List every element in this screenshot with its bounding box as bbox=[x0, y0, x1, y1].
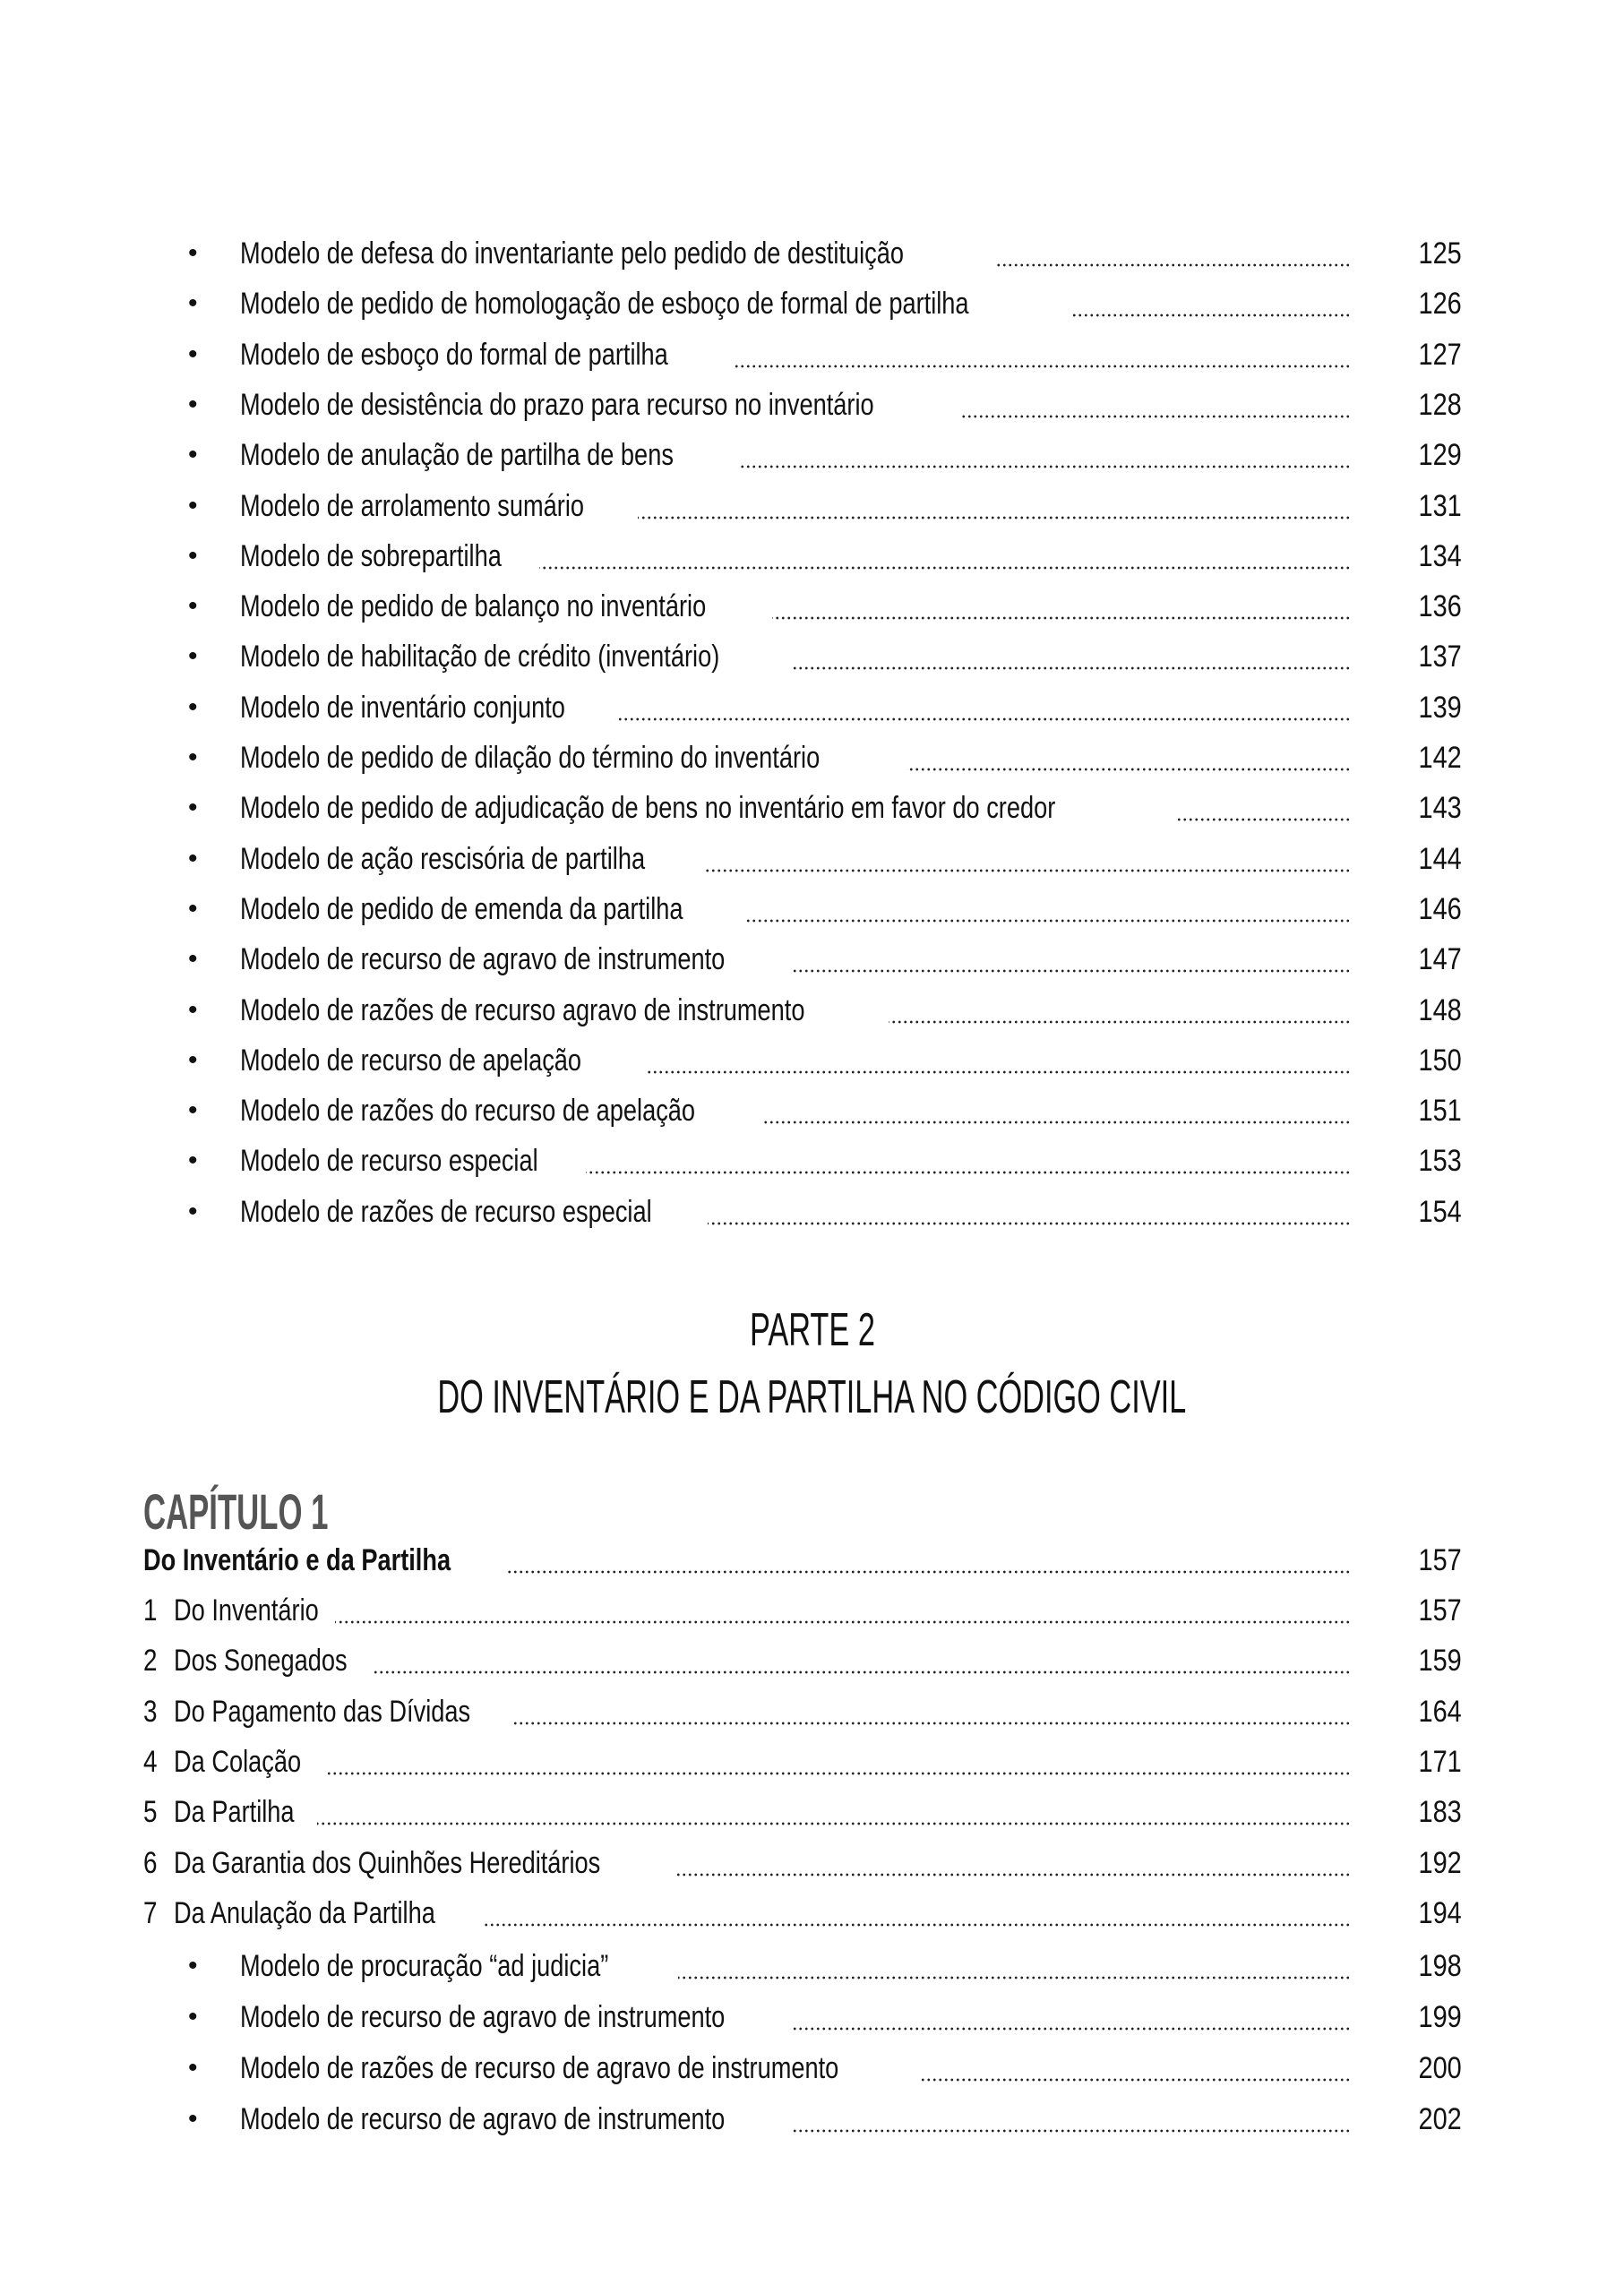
leader-dots bbox=[514, 1687, 1351, 1737]
leader-dots bbox=[335, 1585, 1351, 1636]
toc-entry[interactable] bbox=[0, 733, 1624, 783]
chapter-label: CAPÍTULO 1 bbox=[143, 1483, 329, 1540]
page-number: 144 bbox=[1418, 841, 1462, 876]
page-number: 192 bbox=[1418, 1845, 1462, 1880]
page-number: 171 bbox=[1418, 1744, 1462, 1779]
section-number: 3 bbox=[143, 1694, 158, 1729]
entry-title: Da Anulação da Partilha bbox=[174, 1895, 435, 1930]
part-title-text: DO INVENTÁRIO E DA PARTILHA NO CÓDIGO CIVIL bbox=[437, 1371, 1187, 1423]
leader-dots bbox=[738, 430, 1351, 480]
leader-dots bbox=[790, 2094, 1351, 2144]
entry-title: Modelo de pedido de emenda da partilha bbox=[240, 891, 683, 926]
page-number: 142 bbox=[1418, 741, 1462, 775]
leader-dots bbox=[772, 581, 1351, 631]
toc-section-entry[interactable] bbox=[0, 1636, 1624, 1686]
toc-entry[interactable] bbox=[0, 1086, 1624, 1136]
page-number: 183 bbox=[1418, 1795, 1462, 1830]
bullet-icon: • bbox=[188, 288, 198, 319]
leader-dots bbox=[638, 481, 1351, 531]
leader-dots bbox=[960, 380, 1351, 430]
section-number: 1 bbox=[143, 1593, 158, 1627]
toc-entry[interactable] bbox=[0, 279, 1624, 329]
bullet-icon: • bbox=[188, 743, 198, 772]
entry-title: Modelo de pedido de dilação do término do inventário bbox=[240, 741, 821, 775]
page-number: 136 bbox=[1418, 589, 1462, 624]
toc-entry[interactable] bbox=[0, 834, 1624, 884]
leader-dots bbox=[745, 884, 1351, 934]
leader-dots bbox=[483, 1888, 1351, 1938]
entry-title: Modelo de defesa do inventariante pelo pedido de destituição bbox=[240, 236, 904, 271]
leader-dots bbox=[920, 2043, 1351, 2093]
bullet-icon: • bbox=[188, 893, 198, 923]
entry-title: Do Inventário bbox=[174, 1593, 319, 1627]
entry-title: Da Garantia dos Quinhões Hereditários bbox=[174, 1845, 601, 1880]
leader-dots bbox=[505, 1535, 1351, 1585]
page-number: 127 bbox=[1418, 337, 1462, 372]
entry-title: Do Inventário e da Partilha bbox=[143, 1543, 451, 1577]
entry-title: Modelo de arrolamento sumário bbox=[240, 488, 585, 523]
page-number: 202 bbox=[1418, 2102, 1462, 2136]
toc-entry[interactable] bbox=[0, 631, 1624, 682]
leader-dots bbox=[1175, 783, 1351, 833]
entry-title: Da Colação bbox=[174, 1744, 302, 1779]
entry-title: Modelo de recurso de agravo de instrumento bbox=[240, 2102, 726, 2136]
entry-title: Modelo de razões de recurso de agravo de instrumento bbox=[240, 2051, 839, 2085]
toc-entry[interactable] bbox=[0, 2043, 1624, 2093]
section-number: 6 bbox=[143, 1845, 158, 1880]
entry-title: Modelo de recurso especial bbox=[240, 1144, 538, 1179]
entry-title: Modelo de recurso de apelação bbox=[240, 1043, 582, 1078]
entry-title: Modelo de pedido de adjudicação de bens no inventário em favor do credor bbox=[240, 791, 1056, 826]
leader-dots bbox=[907, 733, 1351, 783]
bullet-icon: • bbox=[188, 1044, 198, 1075]
entry-title: Modelo de recurso de agravo de instrumento bbox=[240, 942, 726, 977]
page-number: 164 bbox=[1418, 1694, 1462, 1729]
entry-title: Modelo de pedido de balanço no inventário bbox=[240, 589, 707, 624]
bullet-icon: • bbox=[188, 2002, 198, 2031]
toc-entry[interactable] bbox=[0, 1136, 1624, 1186]
bullet-icon: • bbox=[188, 1095, 198, 1126]
page-number: 200 bbox=[1418, 2051, 1462, 2085]
bullet-icon: • bbox=[188, 691, 198, 722]
toc-entry[interactable] bbox=[0, 581, 1624, 631]
part-label-text: PARTE 2 bbox=[749, 1304, 875, 1356]
toc-entry[interactable] bbox=[0, 2094, 1624, 2144]
chapter-heading-entry[interactable] bbox=[0, 1535, 1624, 1585]
page-number: 129 bbox=[1418, 438, 1462, 473]
bullet-icon: • bbox=[188, 1146, 198, 1176]
leader-dots bbox=[761, 1086, 1351, 1136]
part-title bbox=[0, 1370, 1624, 1424]
page-number: 150 bbox=[1418, 1043, 1462, 1078]
entry-title: Modelo de sobrepartilha bbox=[240, 538, 502, 573]
section-number: 4 bbox=[143, 1744, 158, 1779]
toc-entry[interactable] bbox=[0, 531, 1624, 581]
bullet-icon: • bbox=[188, 591, 198, 622]
bullet-icon: • bbox=[188, 641, 198, 672]
toc-entry[interactable] bbox=[0, 985, 1624, 1035]
bullet-icon: • bbox=[188, 944, 198, 975]
toc-entry[interactable] bbox=[0, 783, 1624, 833]
toc-section-entry[interactable] bbox=[0, 1787, 1624, 1837]
leader-dots bbox=[996, 228, 1351, 279]
leader-dots bbox=[792, 934, 1351, 984]
toc-entry[interactable] bbox=[0, 1035, 1624, 1086]
page-number: 157 bbox=[1418, 1543, 1462, 1577]
toc-section-entry[interactable] bbox=[0, 1585, 1624, 1636]
toc-section-entry[interactable] bbox=[0, 1687, 1624, 1737]
page-number: 157 bbox=[1418, 1593, 1462, 1627]
toc-entry[interactable] bbox=[0, 380, 1624, 430]
entry-title: Da Partilha bbox=[174, 1795, 295, 1830]
entry-title: Modelo de pedido de homologação de esboço de formal de partilha bbox=[240, 287, 969, 322]
leader-dots bbox=[678, 1941, 1351, 1991]
bullet-icon: • bbox=[188, 2053, 198, 2083]
page-number: 137 bbox=[1418, 640, 1462, 674]
bullet-icon: • bbox=[188, 1951, 198, 1980]
bullet-icon: • bbox=[188, 1196, 198, 1226]
page-number: 128 bbox=[1418, 387, 1462, 422]
page-number: 143 bbox=[1418, 791, 1462, 826]
entry-title: Modelo de habilitação de crédito (inventário) bbox=[240, 640, 720, 674]
page-number: 146 bbox=[1418, 891, 1462, 926]
page-number: 148 bbox=[1418, 992, 1462, 1027]
entry-title: Modelo de desistência do prazo para recurso no inventário bbox=[240, 387, 874, 422]
entry-title: Modelo de procuração “ad judicia” bbox=[240, 1949, 609, 1983]
leader-dots bbox=[586, 1136, 1351, 1186]
leader-dots bbox=[705, 834, 1351, 884]
bullet-icon: • bbox=[188, 994, 198, 1025]
section-number: 5 bbox=[143, 1795, 158, 1830]
leader-dots bbox=[1071, 279, 1351, 329]
page-number: 194 bbox=[1418, 1895, 1462, 1930]
bullet-icon: • bbox=[188, 238, 198, 268]
leader-dots bbox=[708, 1187, 1351, 1237]
entry-title: Modelo de ação rescisória de partilha bbox=[240, 841, 646, 876]
bullet-icon: • bbox=[188, 440, 198, 470]
bullet-icon: • bbox=[188, 843, 198, 873]
leader-dots bbox=[647, 1035, 1351, 1086]
leader-dots bbox=[615, 683, 1351, 733]
entry-title: Modelo de anulação de partilha de bens bbox=[240, 438, 674, 473]
leader-dots bbox=[675, 1838, 1351, 1888]
page-number: 159 bbox=[1418, 1644, 1462, 1679]
entry-title: Modelo de razões do recurso de apelação bbox=[240, 1094, 696, 1129]
page-number: 153 bbox=[1418, 1144, 1462, 1179]
toc-entry[interactable] bbox=[0, 1187, 1624, 1237]
page-number: 147 bbox=[1418, 942, 1462, 977]
leader-dots bbox=[889, 985, 1351, 1035]
bullet-icon: • bbox=[188, 339, 198, 369]
toc-section-entry[interactable] bbox=[0, 1838, 1624, 1888]
leader-dots bbox=[735, 330, 1351, 380]
entry-title: Modelo de inventário conjunto bbox=[240, 690, 565, 725]
toc-entry[interactable] bbox=[0, 481, 1624, 531]
bullet-icon: • bbox=[188, 490, 198, 520]
entry-title: Modelo de recurso de agravo de instrumento bbox=[240, 2000, 726, 2034]
toc-entry[interactable] bbox=[0, 1992, 1624, 2042]
leader-dots bbox=[539, 531, 1351, 581]
page-number: 154 bbox=[1418, 1194, 1462, 1229]
leader-dots bbox=[326, 1737, 1351, 1787]
page-number: 198 bbox=[1418, 1949, 1462, 1983]
page-number: 199 bbox=[1418, 2000, 1462, 2034]
entry-title: Dos Sonegados bbox=[174, 1644, 348, 1679]
section-number: 2 bbox=[143, 1644, 158, 1679]
page-number: 126 bbox=[1418, 287, 1462, 322]
toc-entry[interactable] bbox=[0, 228, 1624, 279]
bullet-icon: • bbox=[188, 2104, 198, 2134]
leader-dots bbox=[790, 631, 1351, 682]
bullet-icon: • bbox=[188, 540, 198, 571]
entry-title: Modelo de razões de recurso agravo de instrumento bbox=[240, 992, 805, 1027]
leader-dots bbox=[790, 1992, 1351, 2042]
bullet-icon: • bbox=[188, 793, 198, 823]
leader-dots bbox=[317, 1787, 1351, 1837]
toc-entry[interactable] bbox=[0, 934, 1624, 984]
bullet-icon: • bbox=[188, 389, 198, 419]
entry-title: Do Pagamento das Dívidas bbox=[174, 1694, 471, 1729]
page-number: 134 bbox=[1418, 538, 1462, 573]
page-number: 131 bbox=[1418, 488, 1462, 523]
part-label bbox=[0, 1303, 1624, 1357]
entry-title: Modelo de esboço do formal de partilha bbox=[240, 337, 668, 372]
page-number: 125 bbox=[1418, 236, 1462, 271]
toc-entry[interactable] bbox=[0, 683, 1624, 733]
leader-dots bbox=[371, 1636, 1351, 1686]
toc-entry[interactable] bbox=[0, 884, 1624, 934]
entry-title: Modelo de razões de recurso especial bbox=[240, 1194, 652, 1229]
toc-entry[interactable] bbox=[0, 1941, 1624, 1991]
toc-section-entry[interactable] bbox=[0, 1888, 1624, 1938]
page-number: 151 bbox=[1418, 1094, 1462, 1129]
page-number: 139 bbox=[1418, 690, 1462, 725]
toc-entry[interactable] bbox=[0, 430, 1624, 480]
toc-entry[interactable] bbox=[0, 330, 1624, 380]
toc-section-entry[interactable] bbox=[0, 1737, 1624, 1787]
section-number: 7 bbox=[143, 1895, 158, 1930]
